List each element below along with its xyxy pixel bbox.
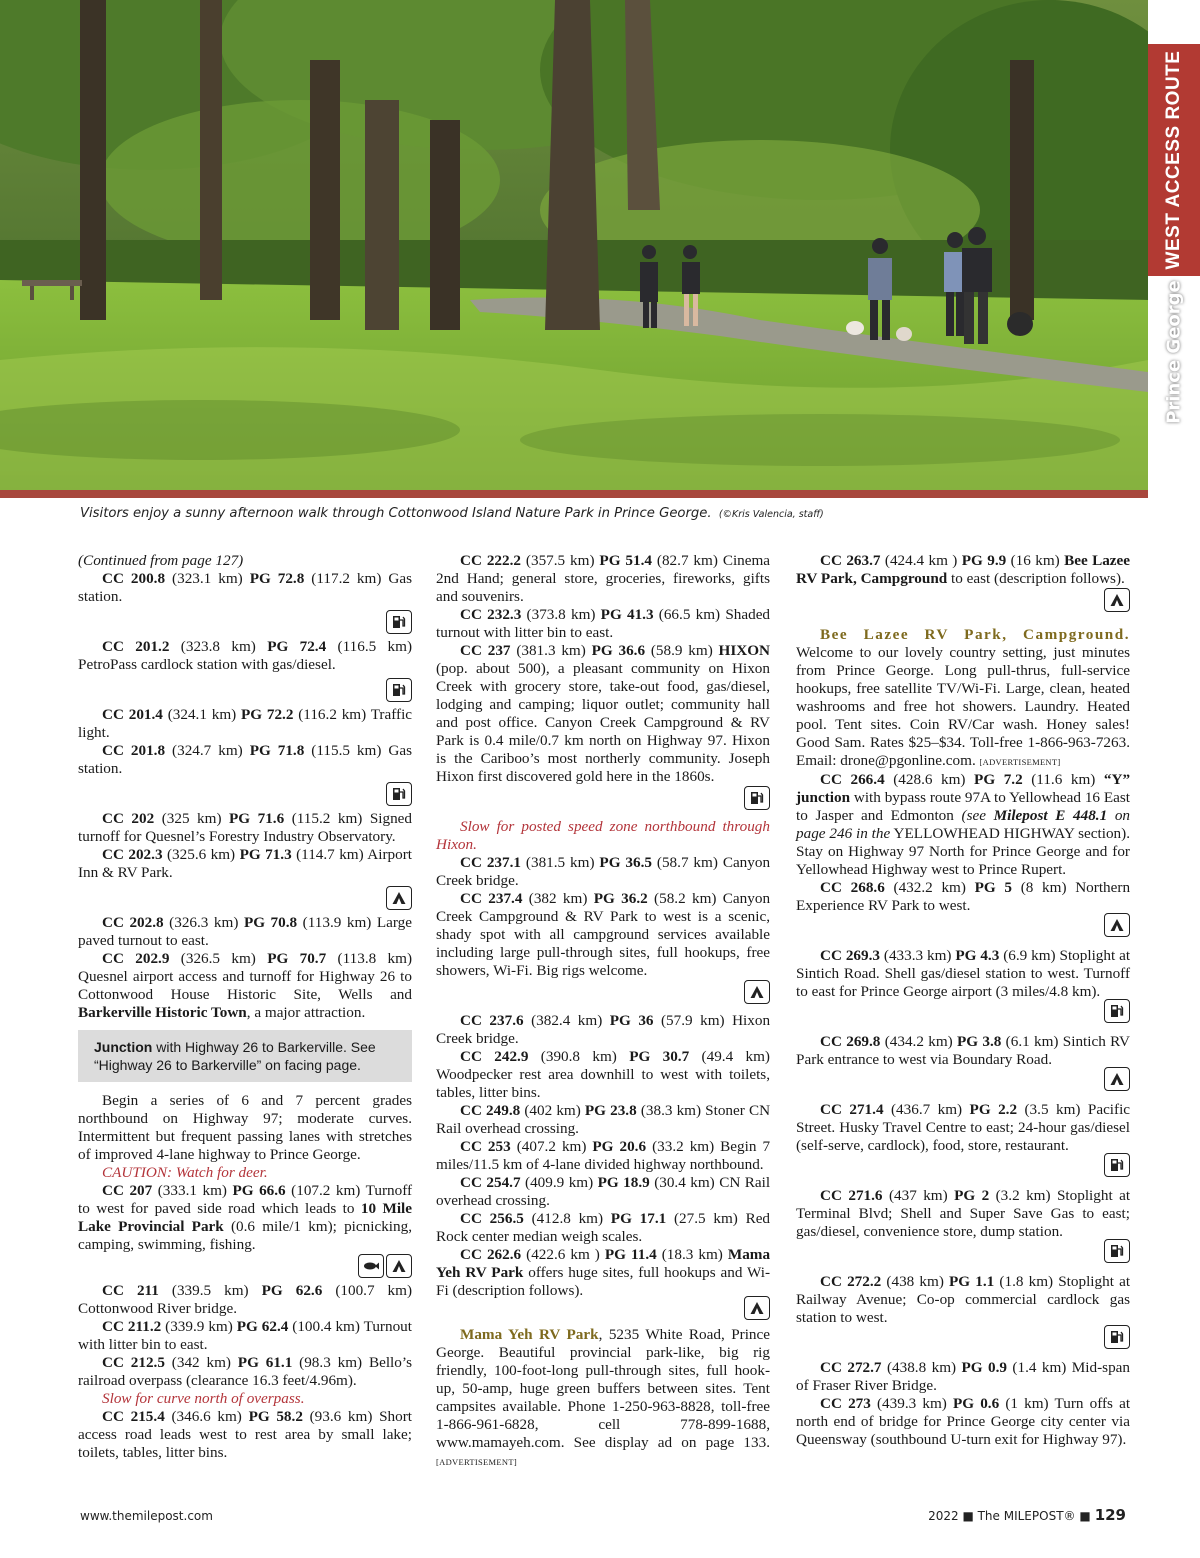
log-entry: CC 211 (339.5 km) PG 62.6 (100.7 km) Cottonwood River bridge. — [78, 1282, 413, 1317]
gas-pump-icon — [1104, 999, 1130, 1023]
log-entry: CC 237.6 (382.4 km) PG 36 (57.9 km) Hixon Creek bridge. — [436, 1012, 771, 1047]
gas-pump-icon — [1104, 1239, 1130, 1263]
log-entry: CC 272.7 (438.8 km) PG 0.9 (1.4 km) Mid-span of Fraser River Bridge. — [796, 1359, 1130, 1394]
column-1 — [78, 552, 412, 1462]
icon-row — [796, 1069, 1130, 1101]
log-entry: CC 202 (325 km) PG 71.6 (115.2 km) Signed turnoff for Quesnel’s Forestry Industry Observatory. — [78, 810, 413, 845]
icon-row — [796, 1001, 1130, 1033]
gas-pump-icon — [386, 782, 412, 806]
photo-caption — [80, 506, 1140, 521]
caption-text: Visitors enjoy a sunny afternoon walk through Cottonwood Island Nature Park in Prince George. — [80, 506, 712, 521]
log-entry: CC 271.4 (436.7 km) PG 2.2 (3.5 km) Pacific Street. Husky Travel Centre to east; 24-hour gas/diesel (self-serve, cardlock), food, store, restaurant. — [796, 1101, 1131, 1154]
icon-row — [796, 1241, 1130, 1273]
footer-page-info — [928, 1506, 1126, 1524]
log-entry: CC 262.6 (422.6 km ) PG 11.4 (18.3 km) Mama Yeh RV Park offers huge sites, full hookups and Wi-Fi (description follows). — [436, 1246, 771, 1299]
log-entry: CC 254.7 (409.9 km) PG 18.9 (30.4 km) CN Rail overhead crossing. — [436, 1174, 771, 1209]
photo-red-rule — [0, 490, 1148, 498]
icon-row — [78, 674, 412, 706]
campground-tent-icon — [1104, 588, 1130, 612]
log-entry: CC 222.2 (357.5 km) PG 51.4 (82.7 km) Cinema 2nd Hand; general store, groceries, fireworks, gifts and souvenirs. — [436, 552, 771, 605]
side-tab — [1148, 0, 1200, 498]
campground-tent-icon — [744, 1296, 770, 1320]
campground-tent-icon — [1104, 1067, 1130, 1091]
icon-row — [436, 786, 770, 818]
icon-row — [796, 588, 1130, 620]
campground-tent-icon — [386, 1254, 412, 1278]
log-entry: CC 201.2 (323.8 km) PG 72.4 (116.5 km) PetroPass cardlock station with gas/diesel. — [78, 638, 413, 673]
advertisement-bee-lazee: Bee Lazee RV Park, Campground. Welcome to our lovely country setting, just minutes from Prince George. Long pull-thrus, full-service hookups, free satellite TV/Wi-Fi. Large, clean, heated washrooms and free hot showers. Laundry. Heated pool. Tent sites. Coin RV/Car wash. Honey sales! Good Sam. Rates $25–$34. Toll-free 1-866-963-7263. Email: drone@pgonline.com. [ADVERTISEMENT] — [796, 626, 1130, 769]
column-3 — [796, 552, 1130, 1449]
icon-row — [78, 882, 412, 914]
icon-row — [78, 778, 412, 810]
log-entry: CC 269.3 (433.3 km) PG 4.3 (6.9 km) Stoplight at Sintich Road. Shell gas/diesel station to west. Turnoff to east for Prince George airport (3 miles/4.8 km). — [796, 947, 1131, 1000]
icon-row — [796, 1327, 1130, 1359]
campground-tent-icon — [1104, 913, 1130, 937]
gas-pump-icon — [744, 786, 770, 810]
footer-website: www.themilepost.com — [80, 1509, 213, 1523]
log-entry: CC 232.3 (373.8 km) PG 41.3 (66.5 km) Shaded turnout with litter bin to east. — [436, 606, 771, 641]
page-number: 129 — [1094, 1506, 1126, 1524]
log-entry: CC 212.5 (342 km) PG 61.1 (98.3 km) Bello’s railroad overpass (clearance 16.3 feet/4.96m). — [78, 1354, 412, 1389]
junction-box: Junction with Highway 26 to Barkerville. See “Highway 26 to Barkerville” on facing page. — [78, 1030, 412, 1082]
log-entry: CC 263.7 (424.4 km ) PG 9.9 (16 km) Bee Lazee RV Park, Campground to east (description follows). — [796, 552, 1131, 587]
campground-tent-icon — [744, 980, 770, 1004]
paragraph: Begin a series of 6 and 7 percent grades northbound on Highway 97; moderate curves. Intermittent but frequent passing lanes with stretches of improved 4-lane highway to Prince George. — [78, 1092, 412, 1163]
log-entry: CC 269.8 (434.2 km) PG 3.8 (6.1 km) Sintich RV Park entrance to west via Boundary Road. — [796, 1033, 1130, 1068]
slow-note: Slow for curve north of overpass. — [102, 1390, 305, 1407]
gas-pump-icon — [386, 610, 412, 634]
log-entry: CC 271.6 (437 km) PG 2 (3.2 km) Stoplight at Terminal Blvd; Shell and Super Save Gas to east; gas/diesel, convenience store, dump station. — [796, 1187, 1131, 1240]
slow-note: Slow for posted speed zone northbound through Hixon. — [436, 818, 770, 853]
park-photo — [0, 0, 1148, 490]
log-entry: CC 237.4 (382 km) PG 36.2 (58.2 km) Canyon Creek Campground & RV Park to west is a scenic, shady spot with all campground services available including large pull-through sites, full hookups, free showers, Wi-Fi. Big rigs welcome. — [436, 890, 771, 979]
log-entry: CC 242.9 (390.8 km) PG 30.7 (49.4 km) Woodpecker rest area downhill to west with toilets, tables, litter bins. — [436, 1048, 770, 1101]
log-entry: CC 202.8 (326.3 km) PG 70.8 (113.9 km) Large paved turnout to east. — [78, 914, 413, 949]
log-entry: CC 202.3 (325.6 km) PG 71.3 (114.7 km) Airport Inn & RV Park. — [78, 846, 413, 881]
log-entry: CC 272.2 (438 km) PG 1.1 (1.8 km) Stoplight at Railway Avenue; Co-op commercial cardlock gas station to west. — [796, 1273, 1131, 1326]
log-entry: CC 273 (439.3 km) PG 0.6 (1 km) Turn offs at north end of bridge for Prince George city center via Queensway (southbound U-turn exit for Highway 97). — [796, 1395, 1131, 1448]
icon-row — [78, 1254, 412, 1282]
icon-row — [436, 980, 770, 1012]
log-entry: CC 237.1 (381.5 km) PG 36.5 (58.7 km) Canyon Creek bridge. — [436, 854, 771, 889]
icon-row — [78, 606, 412, 638]
icon-row — [796, 915, 1130, 947]
column-2 — [436, 552, 770, 1471]
side-tab-city-label: Prince George — [1163, 280, 1185, 424]
log-entry: CC 249.8 (402 km) PG 23.8 (38.3 km) Stoner CN Rail overhead crossing. — [436, 1102, 771, 1137]
log-entry: CC 266.4 (428.6 km) PG 7.2 (11.6 km) “Y” junction with bypass route 97A to Yellowhead 16 East to Jasper and Edmonton (see Milepost E 448.1 on page 246 in the YELLOWHEAD HIGHWAY section). Stay on Highway 97 North for Prince George and for Yellowhead Highway west to Prince Rupert. — [796, 771, 1131, 878]
log-entry: CC 211.2 (339.9 km) PG 62.4 (100.4 km) Turnout with litter bin to east. — [78, 1318, 412, 1353]
footer-edition: 2022 ■ The MILEPOST® ■ — [928, 1509, 1091, 1523]
side-tab-route-label: WEST ACCESS ROUTE — [1163, 50, 1184, 270]
log-entry: CC 215.4 (346.6 km) PG 58.2 (93.6 km) Short access road leads west to rest area by small lake; toilets, tables, litter bins. — [78, 1408, 413, 1461]
log-entry: CC 202.9 (326.5 km) PG 70.7 (113.8 km) Quesnel airport access and turnoff for Highway 26 to Cottonwood House Historic Site, Wells and Barkerville Historic Town, a major attraction. — [78, 950, 413, 1021]
log-entry: CC 237 (381.3 km) PG 36.6 (58.9 km) HIXON (pop. about 500), a pleasant community on Hixon Creek with grocery store, take-out food, gas/diesel, lodging and camping; liquor outlet; community hall and post office. Canyon Creek Campground & RV Park is 0.4 mile/0.7 km north on Highway 97. Hixon is the Cariboo’s most northerly community. Joseph Hixon first discovered gold here in the 1860s. — [436, 642, 771, 785]
fishing-icon — [358, 1254, 384, 1278]
campground-tent-icon — [386, 886, 412, 910]
gas-pump-icon — [1104, 1153, 1130, 1177]
log-entry: CC 207 (333.1 km) PG 66.6 (107.2 km) Turnoff to west for paved side road which leads to 10 Mile Lake Provincial Park (0.6 mile/1 km); picnicking, camping, swimming, fishing. — [78, 1182, 413, 1253]
advertisement-mama-yeh: Mama Yeh RV Park, 5235 White Road, Prince George. Beautiful provincial park-like, big rig friendly, 100-foot-long pull-through sites, full hook-up, 50-amp, huge green buffers between sites. Tent campsites available. Phone 1-250-963-8828, toll-free 1-866-961-6828, cell 778-899-1688, www.mamayeh.com. See display ad on page 133. [ADVERTISEMENT] — [436, 1326, 770, 1467]
continued-note: (Continued from page 127) — [78, 552, 244, 569]
photo-credit: (©Kris Valencia, staff) — [718, 509, 824, 520]
gas-pump-icon — [386, 678, 412, 702]
log-entry: CC 200.8 (323.1 km) PG 72.8 (117.2 km) Gas station. — [78, 570, 412, 605]
log-entry: CC 268.6 (432.2 km) PG 5 (8 km) Northern Experience RV Park to west. — [796, 879, 1131, 914]
log-entry: CC 201.8 (324.7 km) PG 71.8 (115.5 km) Gas station. — [78, 742, 412, 777]
icon-row — [436, 1300, 770, 1326]
gas-pump-icon — [1104, 1325, 1130, 1349]
log-entry: CC 253 (407.2 km) PG 20.6 (33.2 km) Begin 7 miles/11.5 km of 4-lane divided highway northbound. — [436, 1138, 771, 1173]
log-entry: CC 256.5 (412.8 km) PG 17.1 (27.5 km) Red Rock center median weigh scales. — [436, 1210, 771, 1245]
caution-note: CAUTION: Watch for deer. — [102, 1164, 268, 1181]
log-entry: CC 201.4 (324.1 km) PG 72.2 (116.2 km) Traffic light. — [78, 706, 413, 741]
icon-row — [796, 1155, 1130, 1187]
